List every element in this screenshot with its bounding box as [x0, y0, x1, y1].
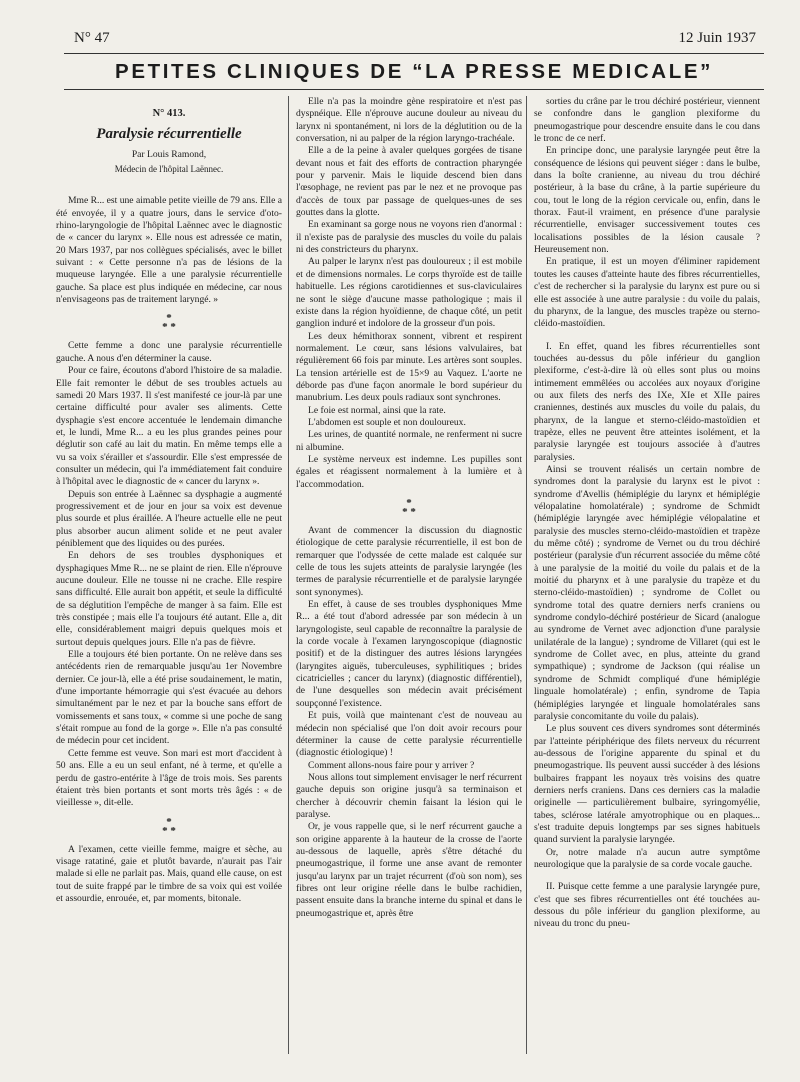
paragraph: Les deux hémithorax sonnent, vibrent et respirent normalement. Le cœur, sans lésions valvulaires, bat régulièrement 66 fois par minute. Les artères sont souples. La tension artérielle est de 15×9 au Vaquez. L'aorte ne déborde pas d'une façon anormale le bord supérieur du manubrium. Les deux pouls radiaux sont synchrones. — [296, 330, 522, 404]
section-banner: PETITES CLINIQUES DE “LA PRESSE MEDICALE” — [115, 60, 713, 83]
paragraph: sorties du crâne par le trou déchiré postérieur, viennent se confondre dans le ganglion plexiforme du pneumogastrique pour descendre ensuite dans le cou dans le tronc de ce nerf. — [534, 96, 760, 145]
issue-number: N° 47 — [74, 30, 110, 46]
paragraph: En pratique, il est un moyen d'éliminer rapidement toutes les causes d'atteinte haute des fibres récurrentielles, c'est de rechercher si la paralysie du larynx est pure ou si elle est associée à une autre paralysie : du voile du palais, du pharynx, de la langue, des muscles trapèze ou sterno-cléido-mastoïdien. — [534, 256, 760, 330]
paragraph: Or, je vous rappelle que, si le nerf récurrent gauche a son origine apparente à la hauteur de la crosse de l'aorte au-dessous de laquelle, après s'être détaché du pneumogastrique, il forme une anse avant de remonter jusqu'au larynx par un trajet récurrent (d'où son nom), ses fibres ont leur origine réelle dans le bulbe rachidien, passent ensuite dans la branche interne du spinal et dans le pneumogastrique et, après être — [296, 821, 522, 919]
paragraph: Au palper le larynx n'est pas douloureux ; il est mobile et de dimensions normales. Le corps thyroïde est de taille habituelle. Les régions carotidiennes et sus-claviculaires ne sont le siège d'aucune masse pathologique ; mais il existe dans la région hyoïdienne, de chaque côté, un petit ganglion induré et indolore de la grosseur d'un pois. — [296, 256, 522, 330]
paragraph: Nous allons tout simplement envisager le nerf récurrent gauche depuis son origine jusqu'à sa terminaison et chercher à découvrir chemin faisant la lésion qui le paralyse. — [296, 771, 522, 820]
paragraph: Elle n'a pas la moindre gène respiratoire et n'est pas dyspnéique. Elle n'éprouve aucune douleur au niveau du larynx ni spontanément, ni lors de la déglutition ou de la conversation, ni au palper de la région laryngo-trachéale. — [296, 96, 522, 145]
article-byline: Par Louis Ramond, — [131, 148, 207, 160]
paragraph: Avant de commencer la discussion du diagnostic étiologique de cette paralysie récurrentielle, il est bon de remarquer que l'odyssée de cette malade est calquée sur celle de tous les sujets atteints de paralysie laryngée (les termes de paralysie récurrentielle et de paralysie laryngée sont synonymes). — [296, 525, 522, 598]
paragraph: Le plus souvent ces divers syndromes sont déterminés par l'atteinte périphérique des filets nerveux du récurrent au-dessous de l'origine apparente du spinal et du pneumogastrique. Ils peuvent aussi succéder à des lésions bulbaires frappant les noyaux très voisins des quatre derniers nerfs craniens. Dans ces derniers cas la maladie originelle — particulièrement bulbaire, syringomyélie, tabes, sclérose latérale amyotrophique ou en plaques... s'est traduite depuis longtemps par ses signes habituels quand survient la paralysie laryngée. — [534, 723, 760, 846]
article-number: N° 413. — [152, 108, 186, 119]
spacer — [534, 871, 760, 881]
paragraph: Le foie est normal, ainsi que la rate. — [308, 404, 446, 416]
paragraph: Cette femme est veuve. Son mari est mort d'accident à 50 ans. Elle a eu un seul enfant, né à terme, et qu'elle a perdu de gastro-entérite à l'âge de trois mois. Ses parents étaient très bien portants et sont morts très âgés : « de vieillesse », dit-elle. — [56, 747, 282, 809]
article-title: Paralysie récurrentielle — [96, 126, 242, 143]
header-rule-bottom — [64, 89, 764, 90]
paragraph: A l'examen, cette vieille femme, maigre et sèche, au visage ratatiné, gaie et plutôt bavarde, n'aurait pas l'air malade si elle ne parlait pas. Mais, quand elle cause, on est tout de suite frappé par le timbre de sa voix qui est voilée et assourdie, enrouée, et, par moments, bitonale. — [56, 843, 282, 904]
paragraph: II. Puisque cette femme a une paralysie laryngée pure, c'est que ses fibres récurrentielles ont été touchées au-dessous du pôle inférieur du ganglion plexiforme, au niveau du tronc du pneu- — [534, 881, 760, 930]
paragraph: Les urines, de quantité normale, ne renferment ni sucre ni albumine. — [296, 429, 522, 453]
section-separator: * * * — [162, 312, 176, 334]
paragraph: Et puis, voilà que maintenant c'est de nouveau au médecin non spécialisé que l'on doit avoir recours pour déterminer la cause de cette paralysie récurrentielle (diagnostic étiologique) ! — [296, 710, 522, 759]
paragraph: Depuis son entrée à Laënnec sa dysphagie a augmenté progressivement et de jour en jour sa voix est devenue plus sourde et plus éraillée. A l'heure actuelle elle ne peut plus absorber aucun aliment solide et ne peut avaler péniblement que des liquides ou des purées. — [56, 488, 282, 549]
paragraph: En principe donc, une paralysie laryngée peut être la conséquence de lésions qui peuvent siéger : dans le bulbe, dans la boîte cranienne, au niveau du trou déchiré postérieur, à la base du crâne, à la partie supérieure du cou, tout le long de la région cervicale ou, enfin, dans le thorax. Faut-il vraiment, en présence d'une paralysie récurrentielle, envisager successivement toutes ces localisations possibles de la lésion causale ? Heureusement non. — [534, 145, 760, 256]
paragraph: I. En effet, quand les fibres récurrentielles sont touchées au-dessus du pôle inférieur du ganglion plexiforme, c'est-à-dire là où elles sont plus ou moins intimement emmêlées ou accolées aux noyaux d'origine ou aux filets des nerfs des IXe, XIe et XIIe paires craniennes, destinés aux muscles du voile du palais, du pharynx, de la langue et sterno-cléido-mastoïdien et trapèze, elles ne peuvent être atteintes isolément, et la paralysie laryngée est toujours associée à d'autres paralysies. — [534, 340, 760, 463]
column-divider — [526, 96, 527, 1054]
paragraph: Elle a de la peine à avaler quelques gorgées de tisane devant nous et fait des efforts de contraction pharyngée pour y parvenir. Mais le liquide descend bien dans l'œsophage, ne revient pas par le nez et ne provoque pas d'accès de toux par passage de quelques-unes de ses gouttes dans la glotte. — [296, 145, 522, 219]
column-2 — [296, 96, 522, 1058]
article-affiliation: Médecin de l'hôpital Laënnec. — [114, 164, 224, 175]
paragraph: En dehors de ses troubles dysphoniques et dysphagiques Mme R... ne se plaint de rien. Elle n'éprouve aucune douleur. Elle ne tousse ni ne crache. Elle respire sans difficulté. Elle aurait bon appétit, et seule la difficulté de sa déglutition l'empêche de manger à sa faim. Elle est très constipée ; mais elle l'a toujours été autant. Elle a, dit elle, considérablement maigri depuis quelques mois et surtout depuis quelques jours. Elle n'a pas de fièvre. — [56, 550, 282, 648]
paragraph: Cette femme a donc une paralysie récurrentielle gauche. A nous d'en déterminer la cause. — [56, 340, 282, 364]
paragraph: Elle a toujours été bien portante. On ne relève dans ses antécédents rien de remarquable jusqu'au 1er Novembre dernier. Ce jour-là, elle a été prise soudainement, le matin, d'une importante hémorragie qui s'est évacuée au dehors simultanément par le nez et par la bouche sans effort de vomissements et sans toux, « comme si une poche de sang s'était rompue au fond de la gorge ». Elle n'a pas consulté de médecin pour cet incident. — [56, 649, 282, 747]
paragraph: Le système nerveux est indemne. Les pupilles sont égales et réagissent normalement à la lumière et à l'accommodation. — [296, 453, 522, 490]
paragraph: L'abdomen est souple et non douloureux. — [308, 416, 466, 428]
column-3 — [534, 96, 760, 1058]
spacer — [534, 331, 760, 341]
header-rule-top — [64, 53, 764, 54]
paragraph: En examinant sa gorge nous ne voyons rien d'anormal : il n'existe pas de paralysie des muscles du voile du palais ni des constricteurs du pharynx. — [296, 219, 522, 256]
column-1 — [56, 96, 282, 1058]
paragraph: Ainsi se trouvent réalisés un certain nombre de syndromes dont la paralysie du larynx est le pivot : syndrome d'Avellis (hémiplégie du larynx et hémiplégie vélopalatine homolatérale) ; syndrome de Schmidt (hémiplégie laryngée avec hémiplégie vélopalatine et paralysie des muscles sterno-cléido-mastoïdien et trapèze du même côté) ; syndrome de Vernet ou du trou déchiré postérieur (paralysie d'un récurrent associée du même côté à une paralysie de la moitié du voile du palais et de la moitié du pharynx et à une paralysie du trapèze et du sterno-cléido-mastoïdien) ; syndrome de Collet ou syndrome total des quatre derniers nerfs craniens ou syndrome condylo-déchiré postérieur de Sicard (analogue au syndrome de Vernet avec adjonction d'une paralysie unilatérale de la langue) ; syndrome de Villaret (qui est le syndrome de Collet avec, en plus, atteinte du grand sympathique) ; syndrome de Jackson (qui réalise un syndrome de Schmidt compliqué d'une hémiplégie linguale homolatérale) ; enfin, syndrome de Tapia (hémiplégies laryngée et linguale homolatérales sans paralysie concomitante du voile du palais). — [534, 463, 760, 722]
paragraph: Mme R... est une aimable petite vieille de 79 ans. Elle a été envoyée, il y a quatre jours, dans le service d'oto-rhino-laryngologie de l'hôpital Laënnec avec le diagnostic de « cancer du larynx ». Elle nous est adressée ce matin, 20 Mars 1937, par nos collègues spécialisés, avec le billet suivant : « Cette personne n'a pas de lésions de la muqueuse laryngée. Elle a une paralysie récurrentielle gauche. Sa place est plus indiquée en médecine, car nous n'envisageons pas de traitement laryngé. » — [56, 195, 282, 306]
paragraph: Or, notre malade n'a aucun autre symptôme neurologique que la paralysie de sa corde vocale gauche. — [534, 846, 760, 870]
section-separator: * * * — [162, 815, 176, 837]
paragraph: Pour ce faire, écoutons d'abord l'histoire de sa maladie. Elle fait remonter le début de ses troubles actuels au samedi 20 Mars 1937. Il s'est manifesté ce jour-là par une certaine difficulté pour avaler ses aliments. Cette dysphagie s'est encore accentuée le lendemain dimanche et, le lundi, Mme R... a eu les plus grandes peines pour déglutir son café au lait du matin. En même temps elle a vu sa voix s'érailler et s'assourdir. Elle s'est empressée de consulter un médecin, qui l'a immédiatement fait conduire à l'hôpital avec le diagnostic de « cancer du larynx ». — [56, 365, 282, 488]
issue-date: 12 Juin 1937 — [678, 30, 756, 46]
section-separator: * * * — [402, 497, 416, 518]
paragraph: Comment allons-nous faire pour y arriver ? — [308, 759, 475, 771]
paragraph: En effet, à cause de ses troubles dysphoniques Mme R... a été tout d'abord adressée par son médecin à un laryngologiste, seul capable de reconnaître la paralysie de la corde vocale à l'examen laryngoscopique (diagnostic positif) et de la distinguer des autres lésions laryngées (laryngites aiguës, tuberculeuses, syphilitiques ; brides cicatricielles ; cancer du larynx) (diagnostic différentiel), de l'une desquelles son médecin avait précisément soupçonné l'existence. — [296, 599, 522, 709]
column-divider — [288, 96, 289, 1054]
